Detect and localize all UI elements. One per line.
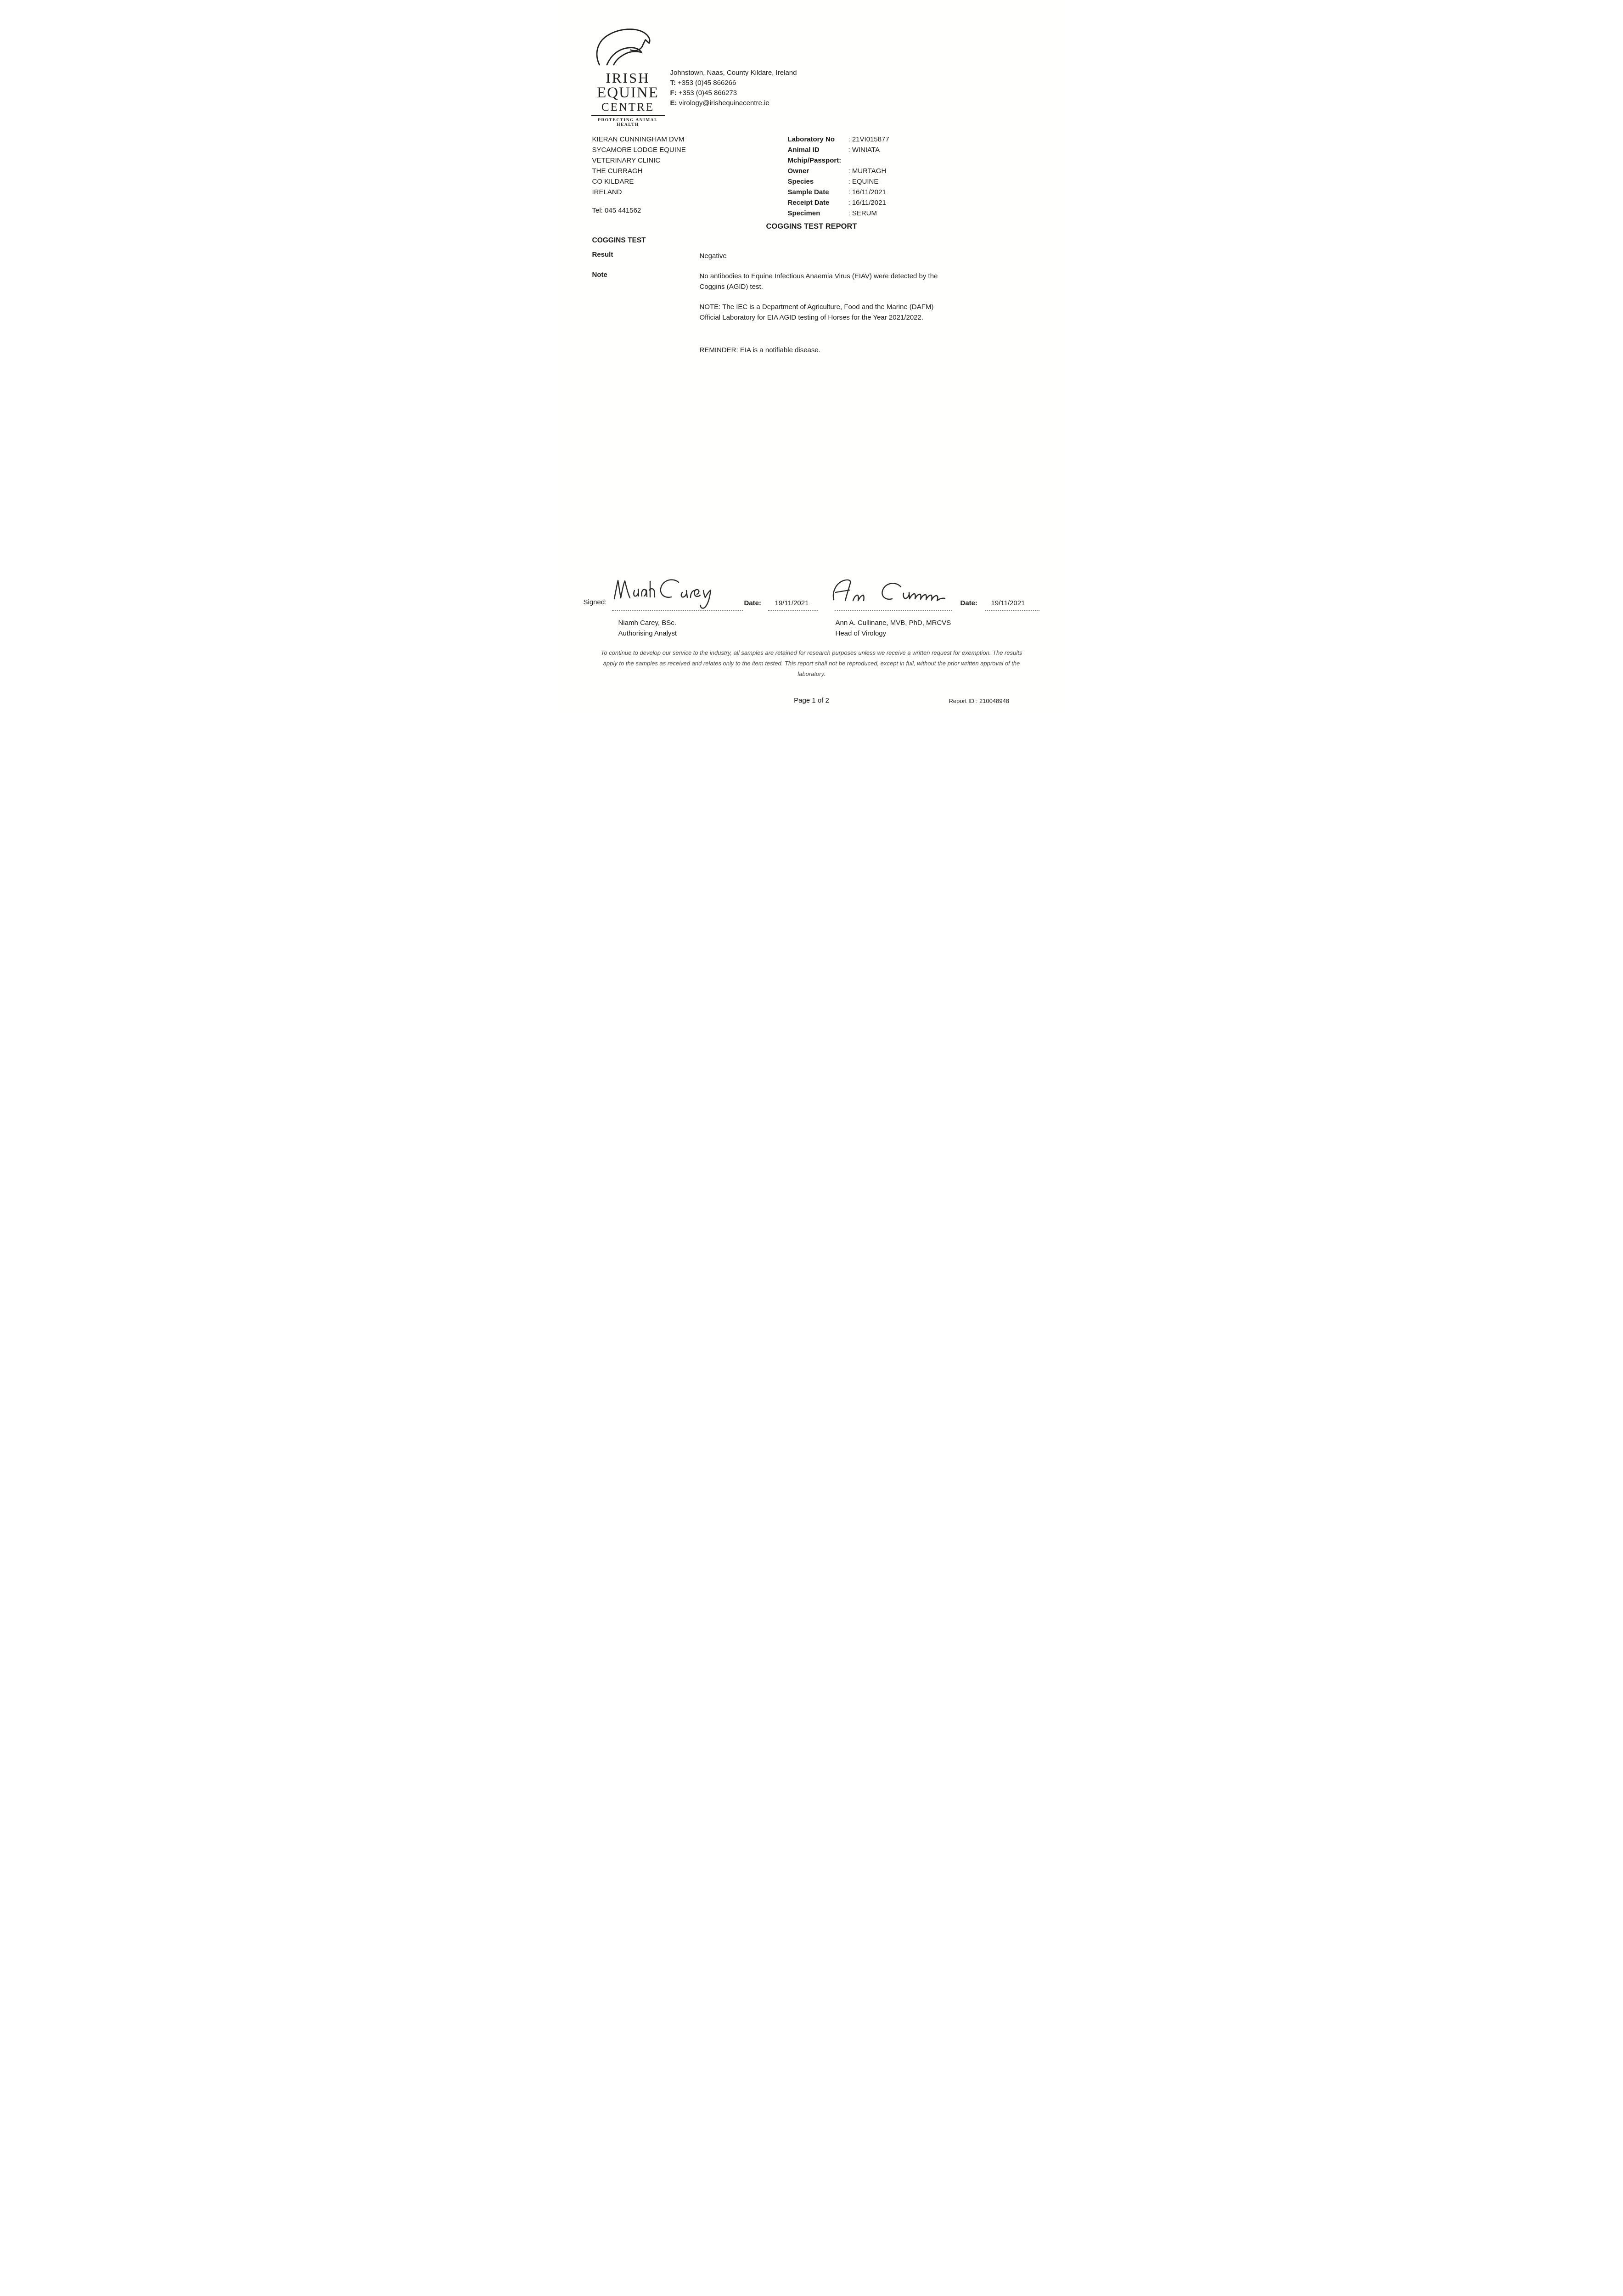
date-label-right: Date: bbox=[960, 599, 978, 607]
signatory-left-block bbox=[618, 618, 677, 639]
date-dotted-line bbox=[985, 610, 1039, 611]
logo-text-equine: EQUINE bbox=[597, 84, 659, 101]
detail-row bbox=[788, 176, 1008, 187]
detail-value: : MURTAGH bbox=[848, 167, 887, 175]
email-value: virology@irishequinecentre.ie bbox=[679, 99, 769, 107]
signed-label: Signed: bbox=[583, 598, 607, 606]
date-value-left: 19/11/2021 bbox=[775, 599, 809, 607]
detail-label: Owner bbox=[787, 167, 809, 175]
detail-label: Receipt Date bbox=[787, 199, 830, 207]
signature-dotted-line bbox=[612, 610, 743, 611]
section-title-coggins-test: COGGINS TEST bbox=[592, 236, 646, 244]
detail-row bbox=[788, 134, 1008, 145]
detail-label: Mchip/Passport: bbox=[787, 157, 842, 164]
note-text: No antibodies to Equine Infectious Anaemia Virus (EIAV) were detected by the Coggins (AGID) test. bbox=[699, 272, 938, 291]
fax-value: +353 (0)45 866273 bbox=[678, 89, 737, 97]
lab-details-block bbox=[788, 134, 1008, 219]
result-value: Negative bbox=[699, 252, 727, 260]
horse-head-icon bbox=[594, 28, 663, 70]
signatory-left-role: Authorising Analyst bbox=[618, 630, 677, 637]
contact-email-line bbox=[670, 98, 797, 108]
email-label: E: bbox=[670, 99, 677, 107]
detail-row bbox=[788, 166, 1008, 176]
contact-fax-line bbox=[670, 88, 797, 98]
detail-value: : 16/11/2021 bbox=[848, 199, 886, 207]
report-id: Report ID : 210048948 bbox=[949, 698, 1010, 704]
date-label-left: Date: bbox=[744, 599, 762, 607]
signatory-right-role: Head of Virology bbox=[835, 630, 887, 637]
detail-label: Laboratory No bbox=[787, 135, 835, 143]
addressee-line: IRELAND bbox=[592, 188, 622, 196]
phone-value: +353 (0)45 866266 bbox=[678, 79, 736, 87]
addressee-line: CO KILDARE bbox=[592, 178, 634, 186]
detail-value: : EQUINE bbox=[848, 178, 879, 186]
date-dotted-line bbox=[768, 610, 818, 611]
addressee-line: VETERINARY CLINIC bbox=[592, 157, 661, 164]
fax-label: F: bbox=[670, 89, 677, 97]
reminder-text: REMINDER: EIA is a notifiable disease. bbox=[699, 346, 820, 354]
detail-value: : WINIATA bbox=[848, 146, 880, 154]
addressee-line: THE CURRAGH bbox=[592, 167, 643, 175]
disclaimer-line-1: To continue to develop our service to the industry, all samples are retained for research purposes unless we receive a written request for exemption. bbox=[601, 649, 991, 656]
contact-address: Johnstown, Naas, County Kildare, Ireland bbox=[670, 69, 797, 77]
detail-value: : 21VI015877 bbox=[848, 135, 889, 143]
result-label: Result bbox=[592, 251, 613, 259]
addressee-block bbox=[592, 134, 686, 197]
addressee-line: SYCAMORE LODGE EQUINE bbox=[592, 146, 686, 154]
signature-ann-cullinane-icon bbox=[831, 578, 955, 608]
detail-row bbox=[788, 145, 1008, 155]
phone-label: T: bbox=[670, 79, 676, 87]
detail-row bbox=[788, 208, 1008, 219]
page-number: Page 1 of 2 bbox=[794, 697, 829, 704]
signatory-left-name: Niamh Carey, BSc. bbox=[618, 619, 676, 627]
detail-row bbox=[788, 155, 1008, 166]
detail-label: Sample Date bbox=[787, 188, 829, 196]
document-page bbox=[559, 0, 1064, 715]
disclaimer-line-2: The results apply to the samples as received and relates only to the item tested. This report shall not be reproduced, except in full, without the prior written approval of the laboratory. bbox=[603, 649, 1022, 677]
logo-text-centre: CENTRE bbox=[591, 101, 665, 117]
detail-label: Species bbox=[787, 178, 814, 186]
detail-value: : 16/11/2021 bbox=[848, 188, 886, 196]
detail-label: Animal ID bbox=[787, 146, 820, 154]
disclaimer-block bbox=[601, 647, 1023, 679]
detail-row bbox=[788, 187, 1008, 197]
signature-dotted-line bbox=[835, 610, 952, 611]
signatory-right-name: Ann A. Cullinane, MVB, PhD, MRCVS bbox=[835, 619, 951, 627]
detail-value: : SERUM bbox=[848, 209, 877, 217]
date-value-right: 19/11/2021 bbox=[991, 599, 1025, 607]
logo-tagline: PROTECTING ANIMAL HEALTH bbox=[598, 118, 658, 128]
logo-text-irish: IRISH bbox=[606, 70, 650, 86]
signatory-right-block bbox=[836, 618, 951, 639]
detail-row bbox=[788, 197, 1008, 208]
contact-block bbox=[670, 68, 797, 108]
detail-label: Specimen bbox=[787, 209, 820, 217]
signature-niamh-carey-icon bbox=[611, 575, 730, 611]
report-title: COGGINS TEST REPORT bbox=[766, 222, 857, 231]
addressee-line: KIERAN CUNNINGHAM DVM bbox=[592, 135, 685, 143]
note-label: Note bbox=[592, 271, 607, 279]
irish-equine-centre-logo bbox=[591, 28, 665, 127]
addressee-telephone: Tel: 045 441562 bbox=[592, 207, 641, 214]
contact-phone-line bbox=[670, 78, 797, 88]
dafm-note-text: NOTE: The IEC is a Department of Agriculture, Food and the Marine (DAFM) Official Laboratory for EIA AGID testing of Horses for the Year 2021/2022. bbox=[699, 303, 934, 321]
